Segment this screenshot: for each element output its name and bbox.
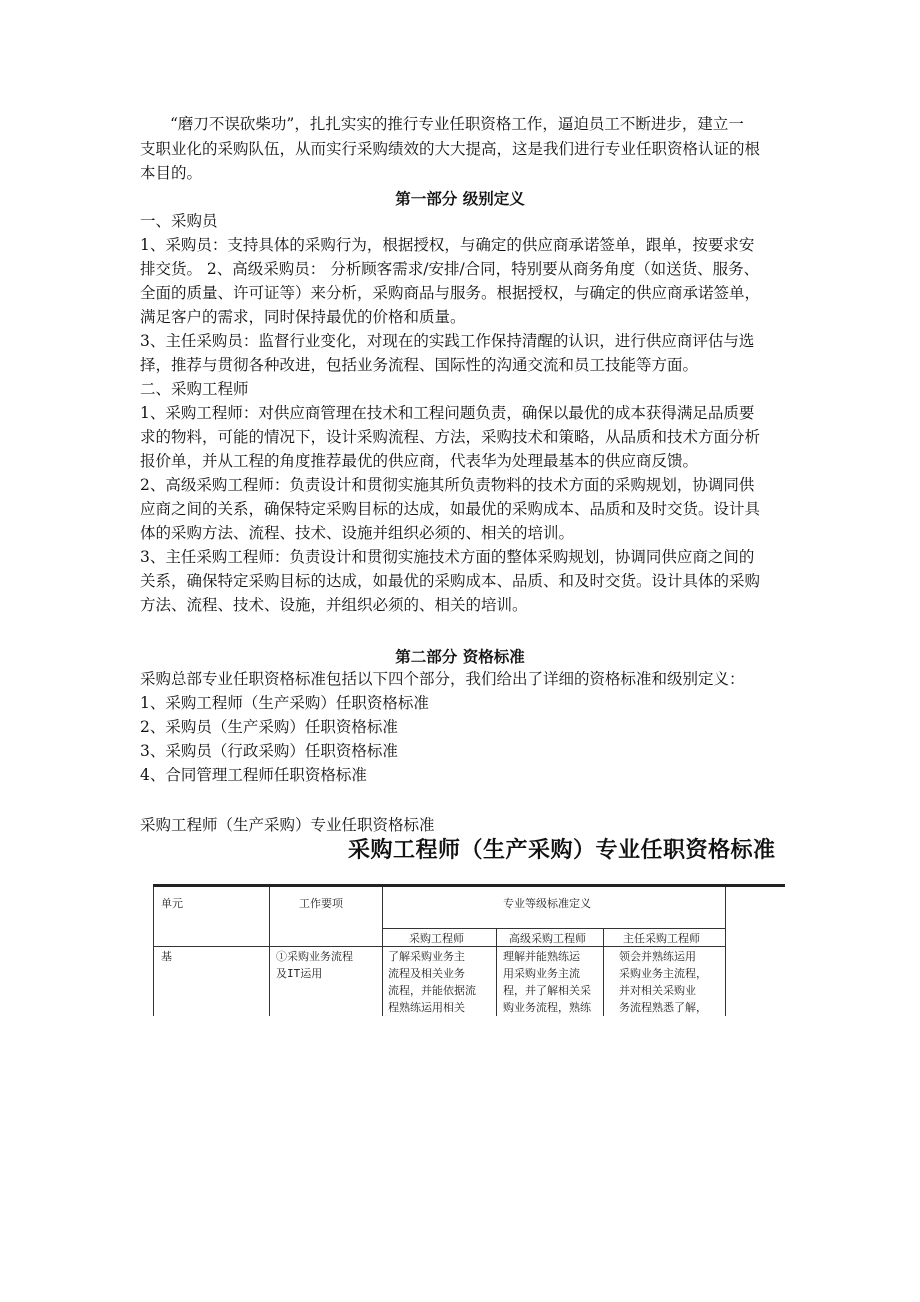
table-header-item: 工作要项 <box>299 897 343 910</box>
table-c1-line1: 了解采购业务主 <box>388 950 465 963</box>
s1-line-6: 择，推荐与贯彻各种改进，包括业务流程、国际性的沟通交流和员工技能等方面。 <box>140 356 699 374</box>
s1-line-1: 1、采购员：支持具体的采购行为，根据授权，与确定的供应商承诺签单，跟单，按要求安 <box>140 236 755 254</box>
intro-line-3: 本目的。 <box>140 164 203 182</box>
intro-line-2: 支职业化的采购队伍，从而实行采购绩效的大大提高，这是我们进行专业任职资格认证的根 <box>140 140 761 158</box>
s1-line-2: 排交货。 2、高级采购员： 分析顾客需求/安排/合同，特别要从商务角度（如送货、服务、 <box>140 260 760 278</box>
table-vline-unit <box>269 887 270 1016</box>
table-vline-left <box>153 887 154 1016</box>
s1-line-3: 全面的质量、许可证等）来分析，采购商品与服务。根据授权，与确定的供应商承诺签单， <box>140 284 761 302</box>
table-c3-line4: 务流程熟悉了解， <box>619 1001 707 1014</box>
part2-title: 第二部分 资格标准 <box>395 648 525 666</box>
section2-title: 二、采购工程师 <box>140 380 249 398</box>
part1-title: 第一部分 级别定义 <box>395 190 525 208</box>
section1-title: 一、采购员 <box>140 212 218 230</box>
table-c2-line3: 程，并了解相关采 <box>503 984 591 997</box>
s2-line-4: 2、高级采购工程师：负责设计和贯彻实施其所负责物料的技术方面的采购规划，协调同供 <box>140 476 755 494</box>
s2-line-5: 应商之间的关系，确保特定采购目标的达成，如最优的采购成本、品质和及时交货。设计具 <box>140 500 761 518</box>
table-c2-line4: 购业务流程，熟练 <box>503 1001 591 1014</box>
table-c3-line2: 采购业务主流程， <box>619 967 707 980</box>
table-header-unit: 单元 <box>161 897 183 910</box>
standard-caption: 采购工程师（生产采购）专业任职资格标准 <box>140 816 435 834</box>
table-vline-c2 <box>603 928 604 1016</box>
table-vline-c1 <box>496 928 497 1016</box>
table-subheader-senior: 高级采购工程师 <box>509 932 586 945</box>
s1-line-5: 3、主任采购员：监督行业变化，对现在的实践工作保持清醒的认识，进行供应商评估与选 <box>140 332 755 350</box>
part2-intro: 采购总部专业任职资格标准包括以下四个部分，我们给出了详细的资格标准和级别定义： <box>140 670 745 688</box>
s2-line-6: 体的采购方法、流程、技术、设施并组织必须的、相关的培训。 <box>140 524 575 542</box>
part2-item-3: 3、采购员（行政采购）任职资格标准 <box>140 742 398 760</box>
s2-line-7: 3、主任采购工程师：负责设计和贯彻实施技术方面的整体采购规划，协调同供应商之间的 <box>140 548 755 566</box>
table-vline-item <box>382 887 383 1016</box>
table-subheader-engineer: 采购工程师 <box>409 932 464 945</box>
table-c1-line3: 流程，并能依据流 <box>388 984 476 997</box>
table-header-def: 专业等级标准定义 <box>503 897 591 910</box>
s2-line-2: 求的物料，可能的情况下，设计采购流程、方法，采购技术和策略，从品质和技术方面分析 <box>140 428 761 446</box>
table-vline-right <box>725 887 726 1016</box>
intro-line-1: “磨刀不误砍柴功”，扎扎实实的推行专业任职资格工作，逼迫员工不断进步，建立一 <box>170 115 744 133</box>
table-c3-line1: 领会并熟练运用 <box>619 950 696 963</box>
table-row-item-line1: ①采购业务流程 <box>276 950 353 963</box>
table-c1-line2: 流程及相关业务 <box>388 967 465 980</box>
table-row-item-line2: 及IT运用 <box>276 967 323 980</box>
s2-line-8: 关系，确保特定采购目标的达成，如最优的采购成本、品质、和及时交货。设计具体的采购 <box>140 572 761 590</box>
table-c2-line1: 理解并能熟练运 <box>503 950 580 963</box>
part2-item-4: 4、合同管理工程师任职资格标准 <box>140 766 367 784</box>
table-row-unit: 基 <box>161 950 172 963</box>
s2-line-9: 方法、流程、技术、设施，并组织必须的、相关的培训。 <box>140 596 528 614</box>
table-c2-line2: 用采购业务主流 <box>503 967 580 980</box>
s2-line-1: 1、采购工程师：对供应商管理在技术和工程问题负责，确保以最优的成本获得满足品质要 <box>140 404 755 422</box>
table-top-rule <box>153 884 785 887</box>
table-c1-line4: 程熟练运用相关 <box>388 1001 465 1014</box>
standard-table-image <box>153 884 785 1016</box>
standard-image-title: 采购工程师（生产采购）专业任职资格标准 <box>348 838 776 863</box>
table-subheader-chief: 主任采购工程师 <box>623 932 700 945</box>
s1-line-4: 满足客户的需求，同时保持最优的价格和质量。 <box>140 308 466 326</box>
s2-line-3: 报价单，并从工程的角度推荐最优的供应商，代表华为处理最基本的供应商反馈。 <box>140 452 699 470</box>
part2-item-1: 1、采购工程师（生产采购）任职资格标准 <box>140 694 429 712</box>
part2-item-2: 2、采购员（生产采购）任职资格标准 <box>140 718 398 736</box>
table-c3-line3: 并对相关采购业 <box>619 984 696 997</box>
